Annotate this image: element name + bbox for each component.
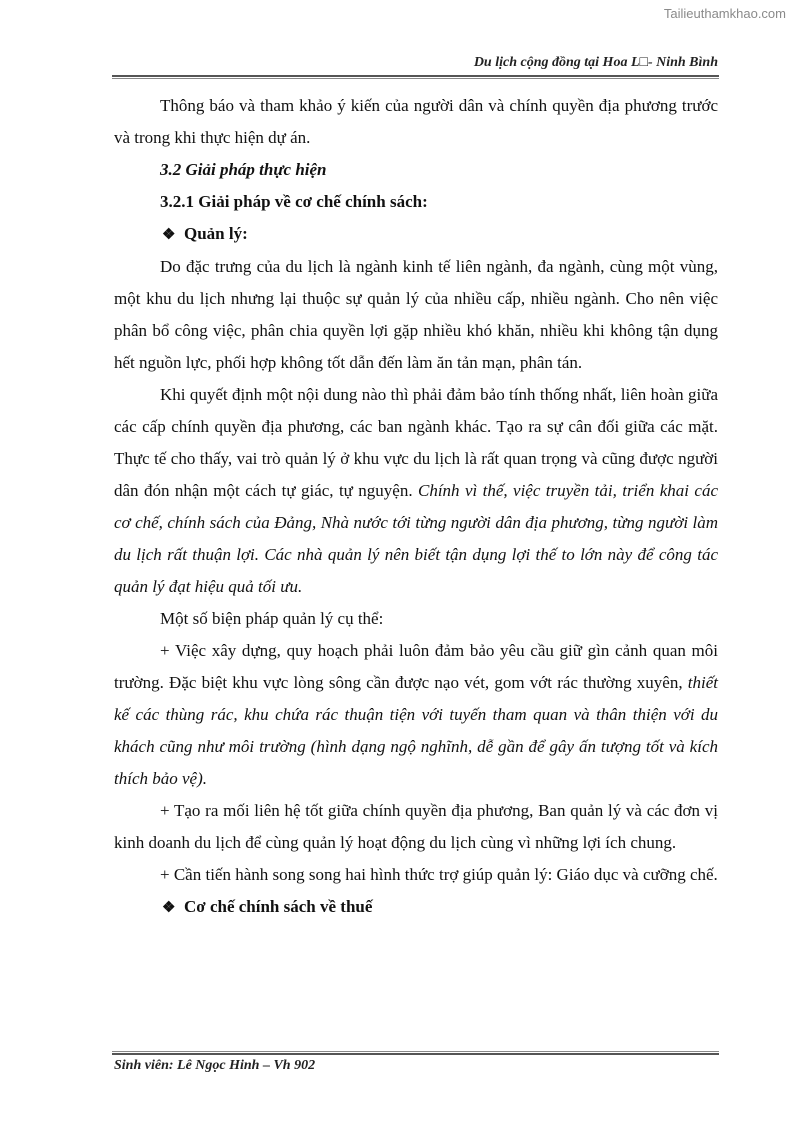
bullet-heading-label: Cơ chế chính sách về thuế (184, 897, 373, 916)
paragraph-emphasis: Chính vì thế, việc truyền tải, triển khai các cơ chế, chính sách của Đảng, Nhà nước tới từng người dân địa phương, từng người làm du lịch rất thuận lợi. Các nhà quản lý nên biết tận dụng lợi thế to lớn này để công tác quản lý đạt hiệu quả tối ưu. (114, 481, 718, 596)
paragraph-measures-intro: Một số biện pháp quản lý cụ thể: (160, 609, 384, 628)
header-divider (112, 75, 719, 79)
paragraph-measure-3: + Cần tiến hành song song hai hình thức trợ giúp quản lý: Giáo dục và cưỡng chế. (160, 865, 718, 884)
diamond-bullet-icon: ❖ (162, 227, 176, 243)
paragraph-measure-2: + Tạo ra mối liên hệ tốt giữa chính quyền địa phương, Ban quản lý và các đơn vị kinh doanh du lịch để cùng quản lý hoạt động du lịch cùng vì những lợi ích chung. (114, 801, 718, 852)
paragraph-intro: Thông báo và tham khảo ý kiến của người dân và chính quyền địa phương trước và trong khi thực hiện dự án. (114, 96, 718, 147)
footer-student-name: Sinh viên: Lê Ngọc Hinh – Vh 902 (114, 1058, 316, 1073)
paragraph-management: Do đặc trưng của du lịch là ngành kinh tế liên ngành, đa ngành, cùng một vùng, một khu du lịch nhưng lại thuộc sự quản lý của nhiều cấp, nhiều ngành. Cho nên việc phân bổ công việc, phân chia quyền lợi gặp nhiều khó khăn, nhiều khi không tận dụng hết nguồn lực, phối hợp không tốt dẫn đến làm ăn tản mạn, phân tán. (114, 257, 718, 372)
diamond-bullet-icon: ❖ (162, 900, 176, 916)
section-heading-3-2: 3.2 Giải pháp thực hiện (160, 160, 327, 179)
section-heading-3-2-1: 3.2.1 Giải pháp về cơ chế chính sách: (160, 192, 428, 211)
paragraph-consistency (114, 379, 718, 603)
watermark: Tailieuthamkhao.com (663, 6, 786, 21)
bullet-heading-thue (114, 891, 718, 924)
running-header-title: Du lịch cộng đồng tại Hoa L□- Ninh Bình (473, 55, 718, 70)
paragraph-text: Khi quyết định một nội dung nào thì phải đảm bảo tính thống nhất, liên hoàn giữa các cấp chính quyền địa phương, các ban ngành khác. Tạo ra sự cân đối giữa các mặt. Thực tế cho thấy, vai trò quản lý ở khu vực du lịch là rất quan trọng và cũng được người dân đón nhận một cách tự giác, tự nguyện. (114, 385, 718, 500)
footer-divider (112, 1051, 719, 1055)
paragraph-emphasis: thiết kế các thùng rác, khu chứa rác thuận tiện với tuyến tham quan và thân thiện với du khách cũng như môi trường (hình dạng ngộ nghĩnh, dễ gần để gây ấn tượng tốt và kích thích bảo vệ). (114, 673, 718, 788)
page-body (114, 90, 718, 924)
bullet-heading-label: Quản lý: (184, 224, 248, 243)
paragraph-text: + Việc xây dựng, quy hoạch phải luôn đảm bảo yêu cầu giữ gìn cảnh quan môi trường. Đặc biệt khu vực lòng sông cần được nạo vét, gom vớt rác thường xuyên, (114, 641, 718, 692)
paragraph-measure-1 (114, 635, 718, 795)
bullet-heading-quan-ly (114, 218, 718, 251)
